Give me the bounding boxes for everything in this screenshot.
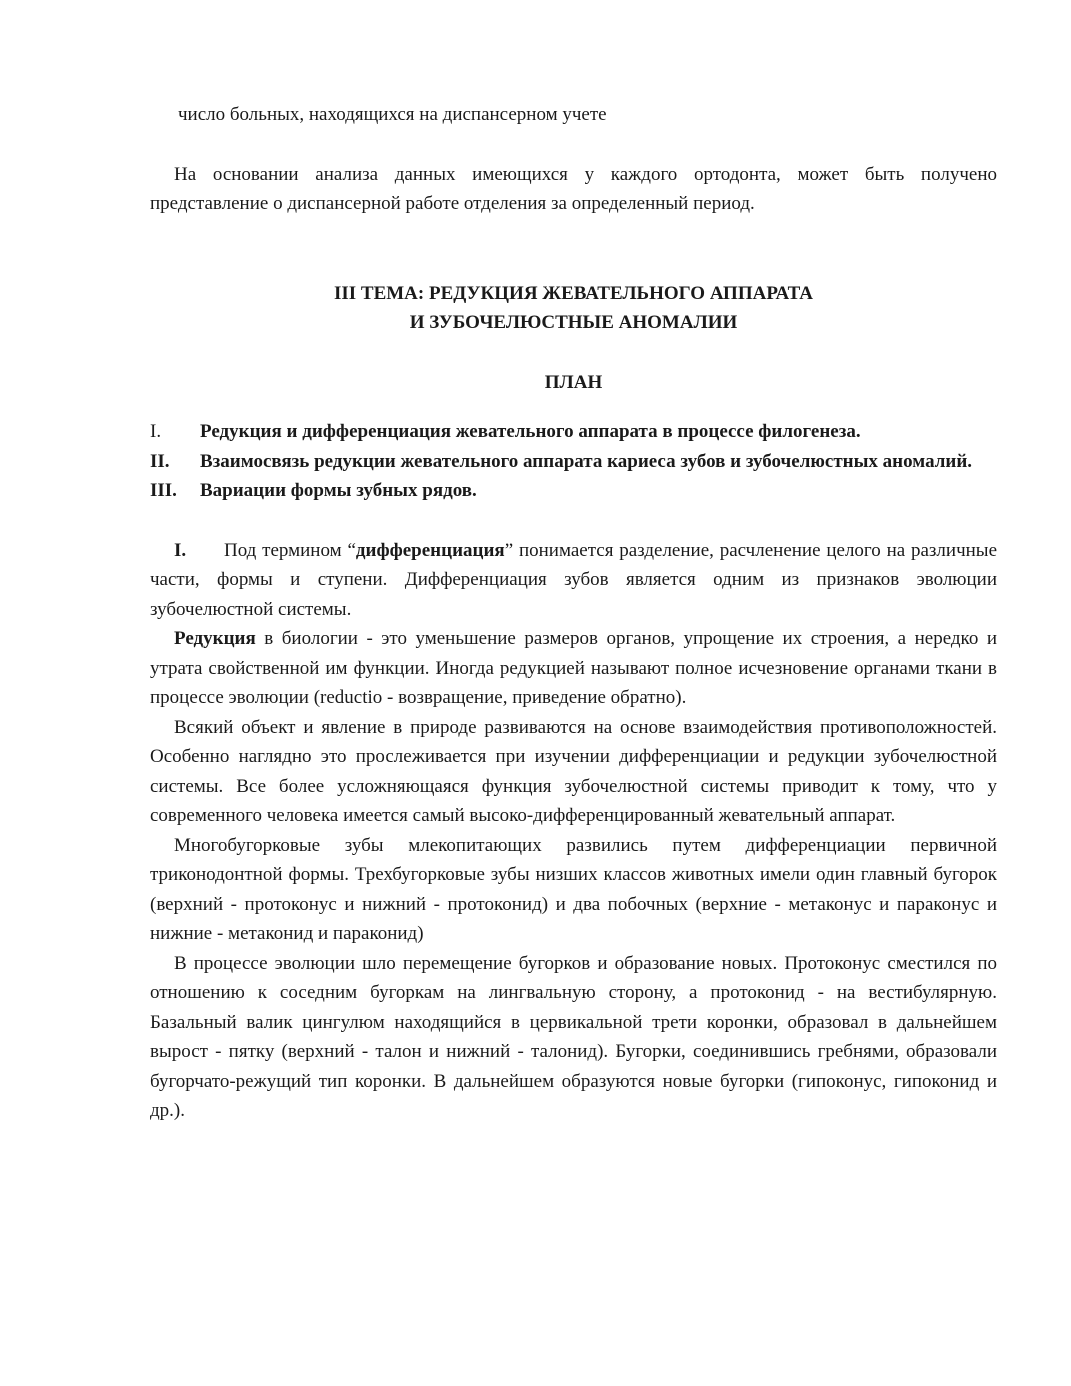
plan-item-number: II.: [150, 450, 170, 472]
plan-item-text: Редукция и дифференциация жевательного аппарата в процессе филогенеза.: [200, 421, 861, 442]
document-page: [150, 100, 997, 1126]
top-line: число больных, находящихся на диспансерном учете: [178, 104, 607, 125]
plan-item-text: Взаимосвязь редукции жевательного аппарата кариеса зубов и зубочелюстных аномалий.: [200, 450, 973, 472]
text-run: в биологии - это уменьшение размеров органов, упрощение их строения, а нередко и утрата свойственной им функции. Иногда редукцией называют полное исчезновение органами ткани в процессе эволюции (reductio - возвращение, приведение обратно).: [150, 628, 997, 708]
plan-item: [150, 417, 997, 447]
spacer: [150, 397, 997, 417]
topic-heading-line1: III ТЕМА: РЕДУКЦИЯ ЖЕВАТЕЛЬНОГО АППАРАТА: [333, 282, 814, 304]
spacer: [150, 338, 997, 368]
topic-heading-line2: И ЗУБОЧЕЛЮСТНЫЕ АНОМАЛИИ: [409, 312, 738, 333]
plan-item-number: I.: [150, 421, 162, 442]
section1-paragraph1: [150, 536, 997, 625]
spacer: [150, 506, 997, 536]
section1-paragraph4: Многобугорковые зубы млекопитающих развились путем дифференциации первичной триконодонтной формы. Трехбугорковые зубы низших классов животных имели один главный бугорок (верхний - протоконус и нижний - протоконид) и два побочных (верхние - метаконус и параконус и нижние - метаконид и параконид): [150, 834, 997, 944]
plan-item-number: III.: [150, 480, 177, 501]
plan-list: [150, 417, 997, 506]
spacer: [150, 130, 997, 160]
section1-paragraph3: Всякий объект и явление в природе развиваются на основе взаимодействия противоположностей. Особенно наглядно это прослеживается при изучении дифференциации и редукции зубочелюстной системы. Все более усложняющаяся функция зубочелюстной системы приводит к тому, что у современного человека имеется самый высоко-дифференцированный жевательный аппарат.: [150, 716, 997, 826]
plan-item: [150, 447, 997, 477]
plan-item-text: Вариации формы зубных рядов.: [200, 480, 477, 501]
spacer: [150, 219, 997, 279]
term-differentiation: дифференциация: [355, 539, 505, 561]
section-number: I.: [174, 539, 187, 561]
section1-paragraph5: В процессе эволюции шло перемещение бугорков и образование новых. Протоконус сместился по отношению к соседним бугоркам на лингвальную сторону, а протоконид - на вестибулярную. Базальный валик цингулюм находящийся в цервикальной трети коронки, образовал в дальнейшем вырост - пятку (верхний - талон и нижний - талонид). Бугорки, соединившись гребнями, образовали бугорчато-режущий тип коронки. В дальнейшем образуются новые бугорки (гипоконус, гипоконид и др.).: [150, 952, 997, 1121]
intro-paragraph: На основании анализа данных имеющихся у каждого ортодонта, может быть получено представление о диспансерной работе отделения за определенный период.: [150, 163, 997, 214]
term-reduction: Редукция: [174, 628, 256, 649]
text-run: ” понимается разделение, расчленение целого на различные части, формы и ступени. Дифференциация зубов является одним из признаков эволюции зубочелюстной системы.: [150, 539, 997, 620]
plan-item: [150, 476, 997, 506]
section1-paragraph2: [150, 624, 997, 713]
text-run: Под термином “: [224, 539, 356, 561]
plan-title: ПЛАН: [544, 371, 603, 393]
